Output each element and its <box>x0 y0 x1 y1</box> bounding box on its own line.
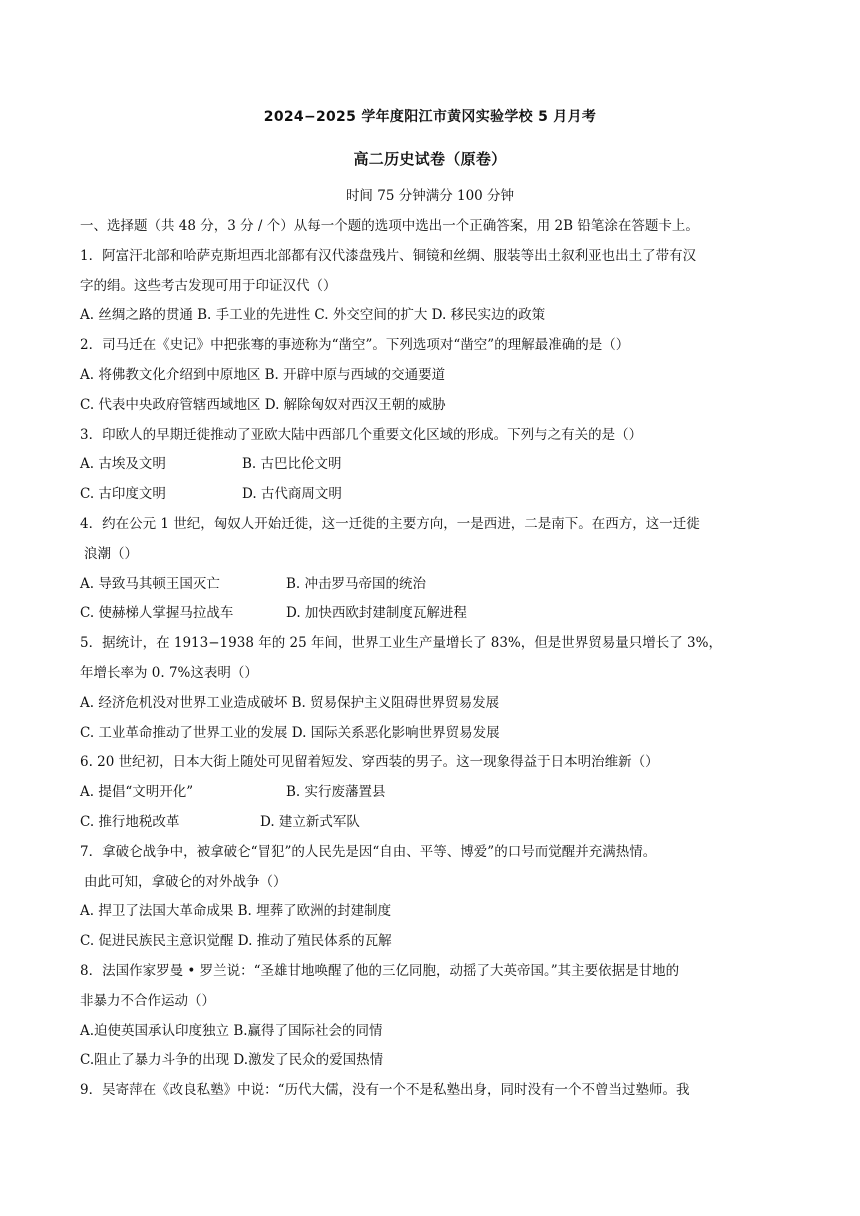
question-5-options-ab: A. 经济危机没对世界工业造成破坏 B. 贸易保护主义阻碍世界贸易发展 <box>80 694 500 711</box>
question-4-options-cd <box>80 599 780 629</box>
question-3-option-b: B. 古巴比伦文明 <box>242 456 342 473</box>
question-4-stem-cont: 浪潮（） <box>84 545 138 562</box>
question-3-option-a: A. 古埃及文明 <box>80 456 166 473</box>
question-1-stem: 1．阿富汗北部和哈萨克斯坦西北部都有汉代漆盘残片、铜镜和丝绸、服装等出土叙利亚也出土了带有汉 <box>80 247 697 264</box>
question-2-stem: 2．司马迁在《史记》中把张骞的事迹称为“凿空”。下列选项对“凿空”的理解最准确的是（） <box>80 337 630 354</box>
question-4-option-a: A. 导致马其顿王国灭亡 <box>80 575 220 592</box>
question-5-stem: 5．据统计，在 1913−1938 年的 25 年间，世界工业生产量增长了 83%，但是世界贸易量只增长了 3%， <box>80 635 722 652</box>
question-7-options-cd: C. 促进民族民主意识觉醒 D. 推动了殖民体系的瓦解 <box>80 933 392 950</box>
exam-title: 2024−2025 学年度阳江市黄冈实验学校 5 月月考 <box>263 109 597 125</box>
question-5-stem-cont: 年增长率为 0. 7%这表明（） <box>80 664 258 681</box>
question-4-stem: 4．约在公元 1 世纪，匈奴人开始迁徙，这一迁徙的主要方向，一是西进，二是南下。在西方，这一迁徙 <box>80 515 700 532</box>
question-4-option-d: D. 加快西欧封建制度瓦解进程 <box>286 605 467 622</box>
question-3-stem: 3．印欧人的早期迁徙推动了亚欧大陆中西部几个重要文化区域的形成。下列与之有关的是（） <box>80 426 643 443</box>
question-6-options-ab <box>80 778 780 808</box>
question-8-options-cd: C.阻止了暴力斗争的出现 D.激发了民众的爱国热情 <box>80 1052 384 1069</box>
question-6-option-a: A. 提倡“文明开化” <box>80 784 194 801</box>
question-7-stem-cont: 由此可知，拿破仑的对外战争（） <box>84 873 287 890</box>
question-2-options-cd: C. 代表中央政府管辖西域地区 D. 解除匈奴对西汉王朝的威胁 <box>80 396 446 413</box>
question-4-option-c: C. 使赫梯人掌握马拉战车 <box>80 605 234 622</box>
question-3-option-d: D. 古代商周文明 <box>242 486 342 503</box>
question-3-options-cd <box>80 480 780 510</box>
question-7-stem: 7．拿破仑战争中，被拿破仑“冒犯”的人民先是因“自由、平等、博爱”的口号而觉醒并充满热情。 <box>80 843 657 860</box>
question-1-stem-cont: 字的绢。这些考古发现可用于印证汉代（） <box>80 277 337 294</box>
question-2-options-ab: A. 将佛教文化介绍到中原地区 B. 开辟中原与西域的交通要道 <box>80 366 446 383</box>
question-4-option-b: B. 冲击罗马帝国的统治 <box>286 575 427 592</box>
question-9-stem: 9．吴寄萍在《改良私塾》中说：“历代大儒，没有一个不是私塾出身，同时没有一个不曾当过塾师。我 <box>80 1082 690 1099</box>
question-3-options-ab <box>80 450 780 480</box>
question-6-stem: 6. 20 世纪初，日本大街上随处可见留着短发、穿西装的男子。这一现象得益于日本明治维新（） <box>80 754 659 771</box>
question-7-options-ab: A. 捍卫了法国大革命成果 B. 埋葬了欧洲的封建制度 <box>80 903 392 920</box>
question-8-stem-cont: 非暴力不合作运动（） <box>80 992 215 1009</box>
question-8-options-ab: A.迫使英国承认印度独立 B.赢得了国际社会的同情 <box>80 1022 383 1039</box>
question-6-option-b: B. 实行废藩置县 <box>286 784 386 801</box>
question-1-options: A. 丝绸之路的贯通 B. 手工业的先进性 C. 外交空间的扩大 D. 移民实边的政策 <box>80 307 546 324</box>
section-heading: 一、选择题（共 48 分，3 分 / 个）从每一个题的选项中选出一个正确答案，用 2B 铅笔涂在答题卡上。 <box>80 218 699 234</box>
time-info: 时间 75 分钟满分 100 分钟 <box>345 188 515 204</box>
question-6-option-d: D. 建立新式军队 <box>260 813 360 830</box>
question-6-options-cd <box>80 808 780 838</box>
question-6-option-c: C. 推行地税改革 <box>80 813 180 830</box>
exam-subtitle: 高二历史试卷（原卷） <box>353 150 507 168</box>
question-3-option-c: C. 古印度文明 <box>80 486 166 503</box>
question-8-stem: 8．法国作家罗曼 • 罗兰说：“圣雄甘地唤醒了他的三亿同胞，动摇了大英帝国。”其主要依据是甘地的 <box>80 962 680 979</box>
question-4-options-ab <box>80 570 780 600</box>
exam-body <box>80 212 780 1106</box>
question-5-options-cd: C. 工业革命推动了世界工业的发展 D. 国际关系恶化影响世界贸易发展 <box>80 724 500 741</box>
